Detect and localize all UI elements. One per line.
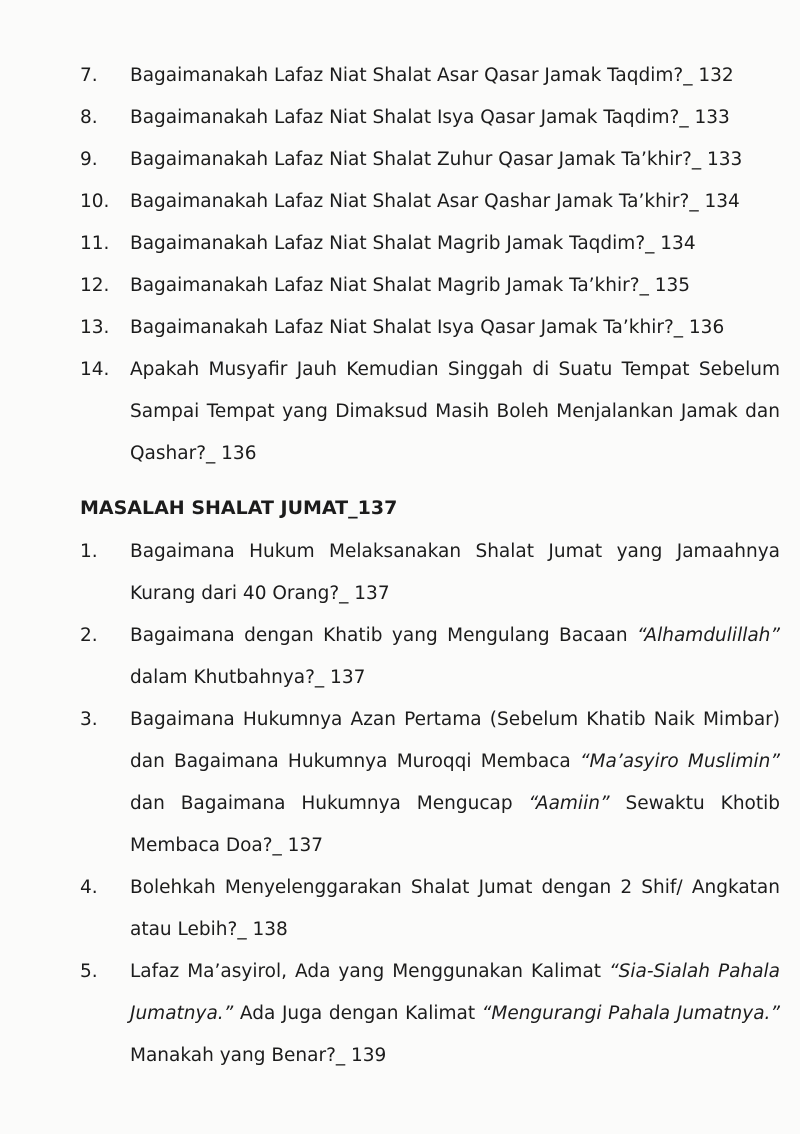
toc-entry bbox=[80, 265, 780, 307]
entry-text: Bolehkah Menyelenggarakan Shalat Jumat dengan 2 Shif/ Angkatan atau Lebih?_ 138 bbox=[130, 877, 780, 940]
toc-entry bbox=[80, 867, 780, 951]
toc-entry bbox=[80, 139, 780, 181]
table-of-contents bbox=[80, 55, 780, 1077]
entry-number: 2. bbox=[80, 625, 98, 646]
toc-entry bbox=[80, 951, 780, 1077]
entry-text: Apakah Musyafir Jauh Kemudian Singgah di Suatu Tempat Sebelum Sampai Tempat yang Dimaksud Masih Boleh Menjalankan Jamak dan Qashar?_ 136 bbox=[130, 359, 780, 464]
entry-text: Bagaimanakah Lafaz Niat Shalat Isya Qasar Jamak Ta’khir?_ 136 bbox=[130, 317, 725, 338]
entry-text-part: dan Bagaimana Hukumnya Mengucap bbox=[130, 793, 529, 814]
entry-text-part: Ada Juga dengan Kalimat bbox=[233, 1003, 482, 1024]
entry-text-part: Bagaimana Hukumnya Azan Pertama (Sebelum Khatib Naik Mimbar) dan Bagaimana Hukumnya Muroqqi Membaca bbox=[130, 709, 780, 772]
entry-quote: “Sia-Sialah Pahala Jumatnya.” bbox=[130, 961, 781, 1024]
entry-quote: “Mengurangi Pahala Jumatnya.” bbox=[481, 1003, 781, 1024]
toc-entry bbox=[80, 223, 780, 265]
entry-text: Bagaimanakah Lafaz Niat Shalat Magrib Jamak Taqdim?_ 134 bbox=[130, 233, 696, 254]
toc-entry bbox=[80, 699, 780, 867]
toc-entry bbox=[80, 97, 780, 139]
entry-text-part: Bagaimana dengan Khatib yang Mengulang Bacaan bbox=[130, 625, 638, 646]
toc-entry bbox=[80, 349, 780, 475]
entry-number: 4. bbox=[80, 877, 98, 898]
entry-number: 5. bbox=[80, 961, 98, 982]
entry-number: 10. bbox=[80, 191, 110, 212]
entry-number: 1. bbox=[80, 541, 98, 562]
entry-text bbox=[130, 615, 780, 699]
entry-number: 13. bbox=[80, 317, 110, 338]
entry-text: Bagaimanakah Lafaz Niat Shalat Asar Qashar Jamak Ta’khir?_ 134 bbox=[130, 191, 740, 212]
toc-entry bbox=[80, 307, 780, 349]
entry-text-part: dalam Khutbahnya?_ 137 bbox=[130, 667, 366, 688]
entry-text: Bagaimanakah Lafaz Niat Shalat Magrib Jamak Ta’khir?_ 135 bbox=[130, 275, 691, 296]
entry-text: Bagaimanakah Lafaz Niat Shalat Zuhur Qasar Jamak Ta’khir?_ 133 bbox=[130, 149, 743, 170]
entry-number: 9. bbox=[80, 149, 98, 170]
entry-text bbox=[130, 699, 780, 867]
toc-entry bbox=[80, 615, 780, 699]
toc-entry bbox=[80, 181, 780, 223]
entry-text: Bagaimana Hukum Melaksanakan Shalat Jumat yang Jamaahnya Kurang dari 40 Orang?_ 137 bbox=[130, 541, 780, 604]
toc-entry bbox=[80, 55, 780, 97]
entry-quote: “Ma’asyiro Muslimin” bbox=[579, 751, 780, 772]
entry-quote: “Aamiin” bbox=[528, 793, 610, 814]
entry-number: 14. bbox=[80, 359, 110, 380]
entry-text: Bagaimanakah Lafaz Niat Shalat Isya Qasar Jamak Taqdim?_ 133 bbox=[130, 107, 730, 128]
section-heading: MASALAH SHALAT JUMAT_137 bbox=[80, 497, 398, 519]
entry-number: 12. bbox=[80, 275, 110, 296]
entry-text bbox=[130, 951, 780, 1077]
entry-number: 7. bbox=[80, 65, 98, 86]
entry-number: 11. bbox=[80, 233, 110, 254]
entry-text: Bagaimanakah Lafaz Niat Shalat Asar Qasar Jamak Taqdim?_ 132 bbox=[130, 65, 734, 86]
entry-text-part: Lafaz Ma’asyirol, Ada yang Menggunakan Kalimat bbox=[130, 961, 610, 982]
entry-text-part: Sewaktu Khotib Membaca Doa?_ 137 bbox=[130, 793, 780, 856]
entry-number: 3. bbox=[80, 709, 98, 730]
entry-number: 8. bbox=[80, 107, 98, 128]
entry-quote: “Alhamdulillah” bbox=[637, 625, 780, 646]
toc-entry bbox=[80, 531, 780, 615]
entry-text-part: Manakah yang Benar?_ 139 bbox=[130, 1045, 387, 1066]
